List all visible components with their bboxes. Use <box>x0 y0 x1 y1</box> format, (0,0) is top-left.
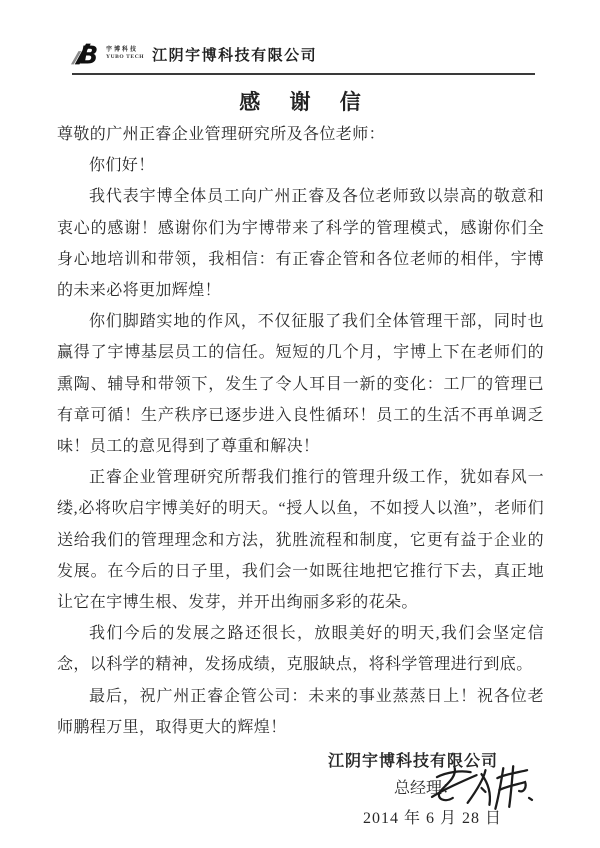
yubo-logo-icon <box>70 40 104 68</box>
signer-role-label: 总经理： <box>393 780 458 798</box>
header-company-name: 江阴宇博科技有限公司 <box>152 47 318 64</box>
signature-date: 2014 年 6 月 28 日 <box>362 810 502 828</box>
logo-text-en: YUBO TECH <box>106 54 145 60</box>
signature-block <box>57 748 544 832</box>
paragraph-5: 最后，祝广州正睿企管公司：未来的事业蒸蒸日上！祝各位老师鹏程万里，取得更大的辉煌！ <box>57 687 544 736</box>
logo-text <box>106 47 144 61</box>
letter-body <box>57 119 544 832</box>
letterhead <box>70 40 317 68</box>
company-logo <box>70 40 144 68</box>
logo-text-cn: 宇博科技 <box>106 47 139 53</box>
signature-company: 江阴宇博科技有限公司 <box>327 753 498 771</box>
signature-role-line <box>57 775 544 805</box>
svg-text:B: B <box>79 40 99 68</box>
paragraph-3: 正睿企业管理研究所帮我们推行的管理升级工作，犹如春风一缕,必将吹启宇博美好的明天。“授人以鱼，不如授人以渔”，老师们送给我们的管理理念和方法，犹胜流程和制度，它更有益于企业的发展。在今后的日子里，我们会一如既往地把它推行下去，真正地让它在宇博生根、发芽，并开出绚丽多彩的花朵。 <box>57 469 544 612</box>
greeting: 你们好！ <box>89 157 155 175</box>
header-divider <box>72 73 535 75</box>
paragraph-2: 你们脚踏实地的作风，不仅征服了我们全体管理干部，同时也赢得了宇博基层员工的信任。短短的几个月，宇博上下在老师们的熏陶、辅导和带领下，发生了令人耳目一新的变化：工厂的管理已有章可循！生产秩序已逐步进入良性循环！员工的生活不再单调乏味！员工的意见得到了尊重和解决！ <box>57 313 544 456</box>
salutation: 尊敬的广州正睿企业管理研究所及各位老师： <box>57 126 386 143</box>
paragraph-1: 我代表宇博全体员工向广州正睿及各位老师致以崇高的敬意和衷心的感谢！感谢你们为宇博带来了科学的管理模式，感谢你们全身心地培训和带领，我相信：有正睿企管和各位老师的相伴，宇博的未来必将更加辉煌！ <box>57 188 544 300</box>
paragraph-4: 我们今后的发展之路还很长，放眼美好的明天,我们会坚定信念，以科学的精神，发扬成绩，克服缺点，将科学管理进行到底。 <box>57 625 544 674</box>
letter-title: 感 谢 信 <box>239 90 373 114</box>
